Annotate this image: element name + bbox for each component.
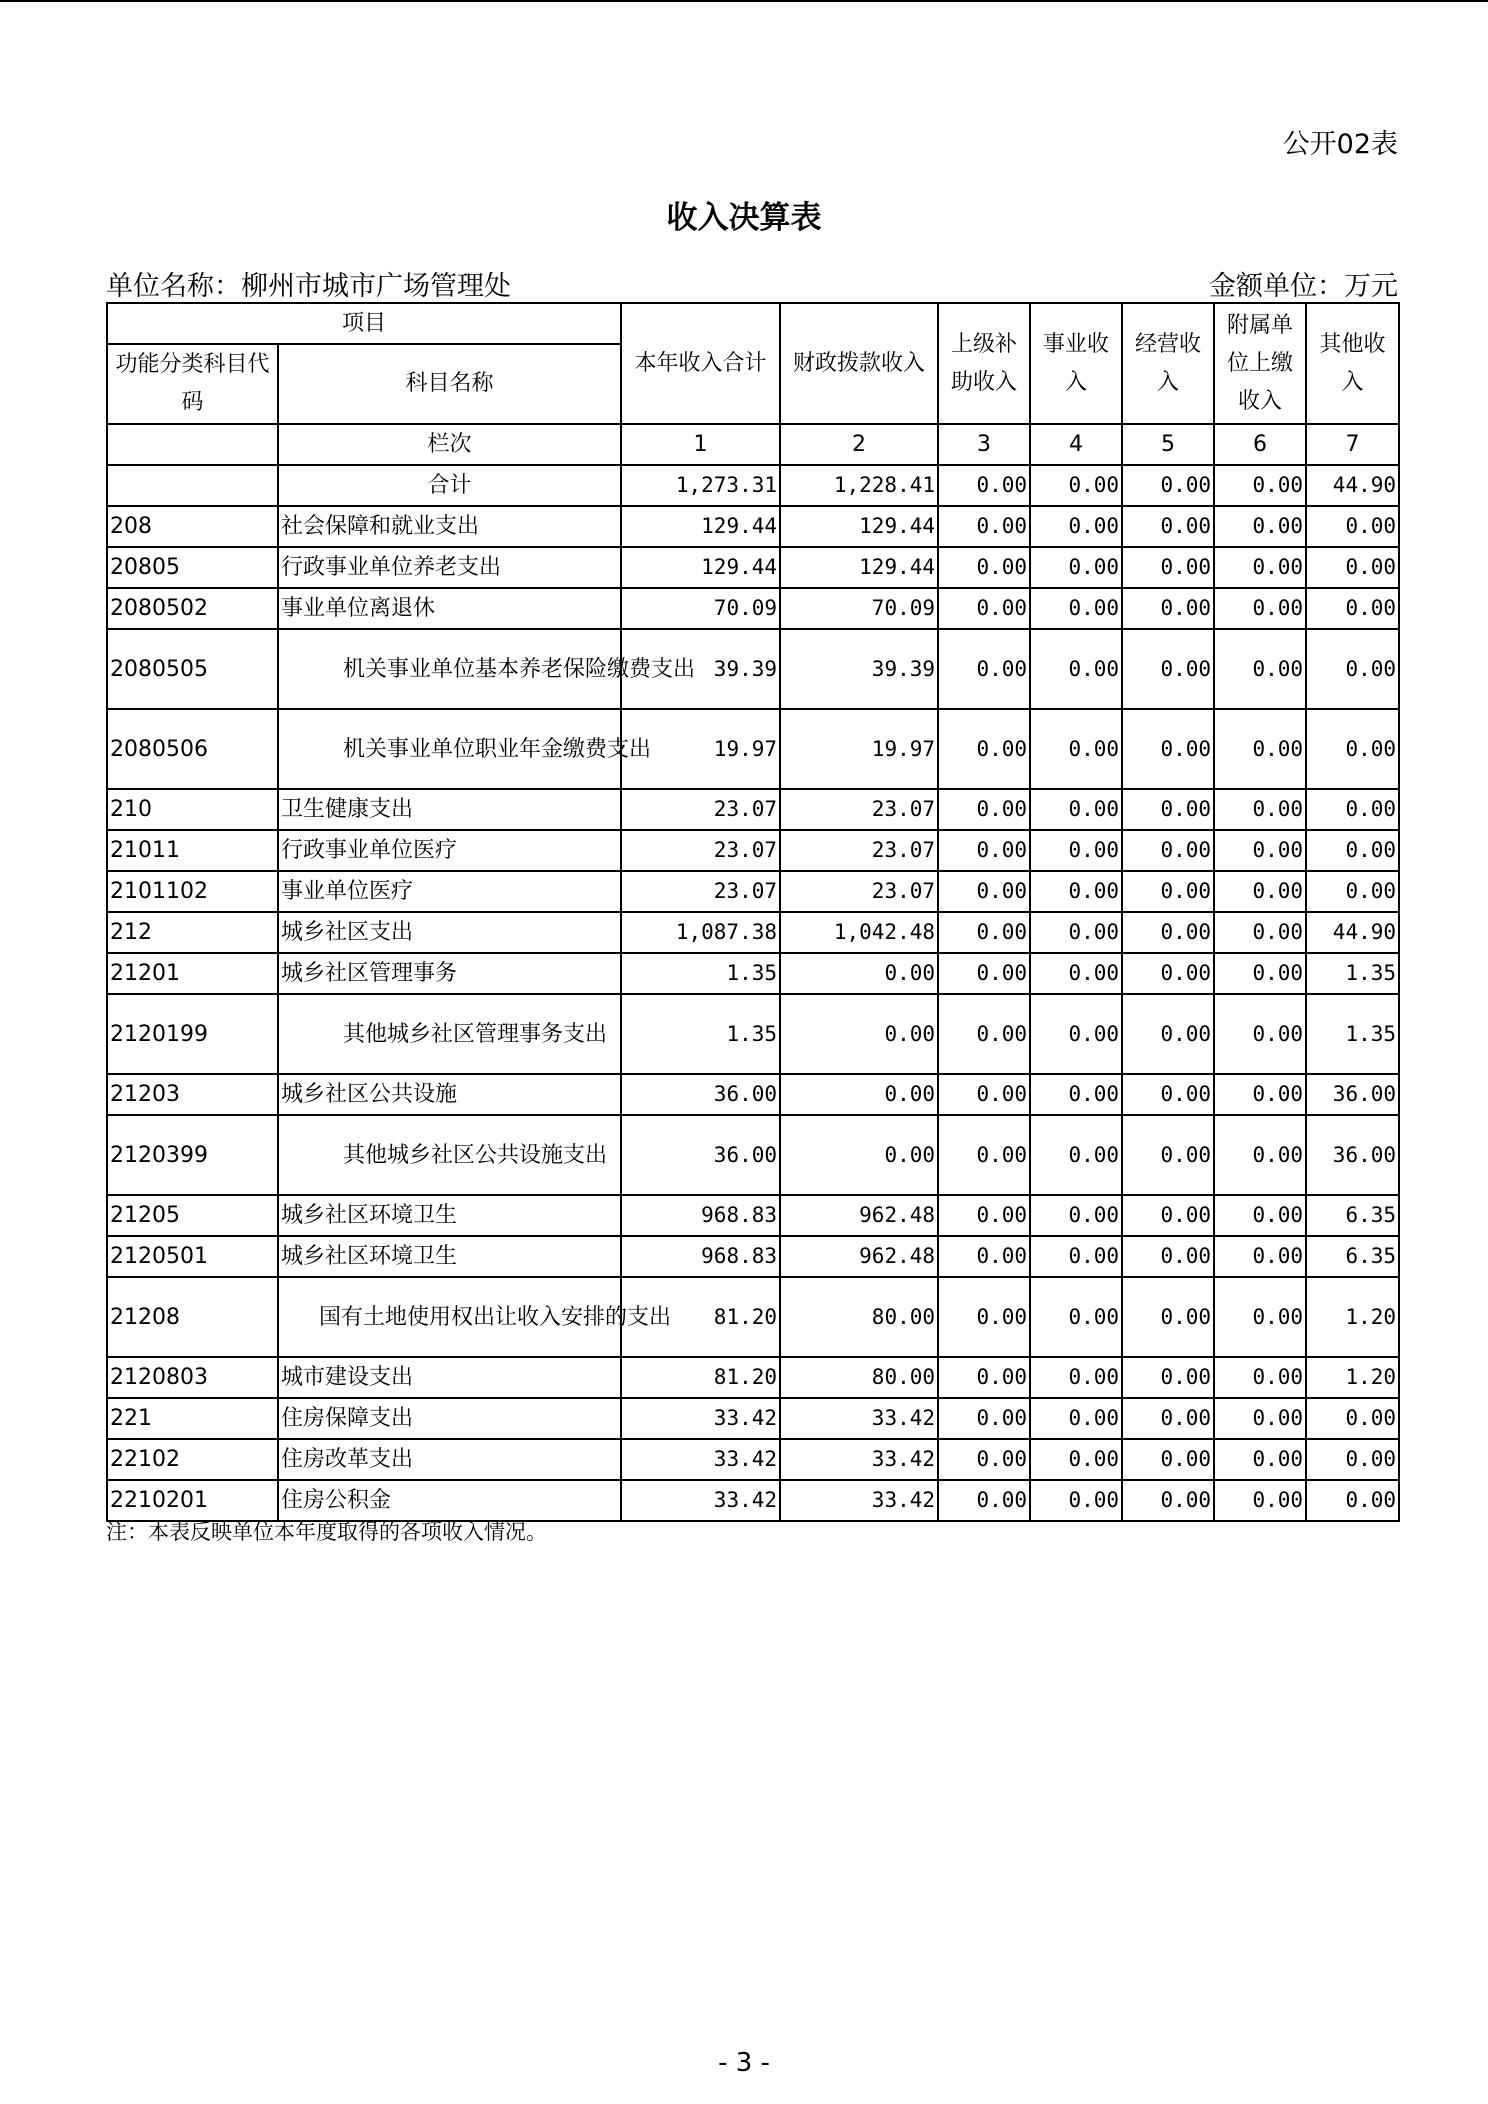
amount-cell: 0.00: [1306, 629, 1399, 709]
table-row: [107, 1357, 1399, 1398]
page-number: - 3 -: [718, 2048, 770, 2078]
table-row: [107, 830, 1399, 871]
amount-cell: 23.07: [621, 830, 780, 871]
subject-code: 2120199: [107, 994, 278, 1074]
subject-code: 2120501: [107, 1236, 278, 1277]
table-row: [107, 1195, 1399, 1236]
table-row: [107, 1277, 1399, 1357]
amount-cell: 0.00: [1214, 1480, 1306, 1521]
amount-cell: 968.83: [621, 1195, 780, 1236]
amount-cell: 0.00: [938, 953, 1030, 994]
amount-cell: 33.42: [780, 1398, 938, 1439]
amount-cell: 0.00: [1122, 830, 1214, 871]
amount-cell: 0.00: [1122, 1277, 1214, 1357]
table-row: [107, 912, 1399, 953]
subject-code: 2120803: [107, 1357, 278, 1398]
amount-cell: 81.20: [621, 1357, 780, 1398]
total-value: 0.00: [1214, 465, 1306, 506]
amount-cell: 0.00: [938, 709, 1030, 789]
subject-name-text: 其他城乡社区管理事务支出: [343, 1021, 608, 1047]
amount-cell: 962.48: [780, 1236, 938, 1277]
subject-name: 事业单位医疗: [278, 871, 621, 912]
amount-cell: 0.00: [938, 1357, 1030, 1398]
amount-cell: 0.00: [938, 1480, 1030, 1521]
amount-cell: 0.00: [1030, 547, 1122, 588]
amount-cell: 1.35: [621, 994, 780, 1074]
subject-code: 210: [107, 789, 278, 830]
amount-cell: 23.07: [621, 789, 780, 830]
amount-cell: 0.00: [1030, 1398, 1122, 1439]
subject-code: 212: [107, 912, 278, 953]
index-num: 2: [780, 424, 938, 465]
amount-cell: 6.35: [1306, 1195, 1399, 1236]
amount-cell: 0.00: [938, 871, 1030, 912]
subject-name: 行政事业单位养老支出: [278, 547, 621, 588]
subject-name: 城市建设支出: [278, 1357, 621, 1398]
amount-cell: 0.00: [938, 912, 1030, 953]
amount-cell: 1.35: [1306, 994, 1399, 1074]
header-col-affiliated: 附属单位上缴收入: [1214, 303, 1306, 424]
index-num: 1: [621, 424, 780, 465]
amount-cell: 0.00: [1122, 709, 1214, 789]
total-value: 1,273.31: [621, 465, 780, 506]
amount-cell: 0.00: [1214, 871, 1306, 912]
subject-code: 21205: [107, 1195, 278, 1236]
total-value: 44.90: [1306, 465, 1399, 506]
amount-cell: 0.00: [1306, 871, 1399, 912]
subject-code: 21203: [107, 1074, 278, 1115]
amount-cell: 36.00: [1306, 1074, 1399, 1115]
amount-cell: 0.00: [780, 1115, 938, 1195]
amount-cell: 0.00: [1214, 953, 1306, 994]
table-row: [107, 1115, 1399, 1195]
subject-name: 事业单位离退休: [278, 588, 621, 629]
amount-cell: 0.00: [1214, 1115, 1306, 1195]
subject-name: 城乡社区管理事务: [278, 953, 621, 994]
index-num: 4: [1030, 424, 1122, 465]
amount-cell: 0.00: [1214, 1357, 1306, 1398]
amount-cell: 0.00: [1030, 1074, 1122, 1115]
table-note: 注：本表反映单位本年度取得的各项收入情况。: [106, 1520, 547, 1544]
amount-cell: 0.00: [1214, 547, 1306, 588]
table-row: [107, 709, 1399, 789]
amount-cell: 0.00: [1122, 588, 1214, 629]
subject-name-text: 机关事业单位职业年金缴费支出: [343, 736, 652, 762]
amount-cell: 0.00: [1306, 1439, 1399, 1480]
amount-cell: 33.42: [780, 1439, 938, 1480]
amount-cell: 0.00: [938, 830, 1030, 871]
amount-cell: 80.00: [780, 1277, 938, 1357]
amount-cell: 0.00: [1030, 1480, 1122, 1521]
amount-cell: 0.00: [938, 994, 1030, 1074]
total-value: 0.00: [1030, 465, 1122, 506]
amount-cell: 70.09: [780, 588, 938, 629]
amount-cell: 0.00: [1030, 830, 1122, 871]
index-num: 7: [1306, 424, 1399, 465]
amount-cell: 23.07: [621, 871, 780, 912]
subject-code: 2120399: [107, 1115, 278, 1195]
amount-cell: 0.00: [1122, 1115, 1214, 1195]
amount-cell: 0.00: [938, 1277, 1030, 1357]
index-blank: [107, 424, 278, 465]
income-table: [106, 302, 1400, 1522]
table-row: [107, 506, 1399, 547]
amount-cell: 0.00: [1122, 1480, 1214, 1521]
page-title: 收入决算表: [666, 200, 822, 236]
subject-code: 2210201: [107, 1480, 278, 1521]
amount-cell: 36.00: [621, 1074, 780, 1115]
index-label: 栏次: [278, 424, 621, 465]
amount-cell: 1.35: [1306, 953, 1399, 994]
amount-cell: 0.00: [1306, 1480, 1399, 1521]
subject-name: [278, 709, 652, 789]
subject-code: 221: [107, 1398, 278, 1439]
amount-cell: 39.39: [621, 629, 780, 709]
amount-cell: 0.00: [1214, 994, 1306, 1074]
table-row: [107, 1074, 1399, 1115]
total-value: 0.00: [1122, 465, 1214, 506]
subject-code: 2080506: [107, 709, 278, 789]
amount-cell: 0.00: [780, 994, 938, 1074]
amount-cell: 0.00: [1030, 789, 1122, 830]
amount-cell: 0.00: [1122, 871, 1214, 912]
amount-cell: 962.48: [780, 1195, 938, 1236]
header-col-superior: 上级补助收入: [938, 303, 1030, 424]
amount-cell: 33.42: [621, 1480, 780, 1521]
amount-cell: 0.00: [1122, 912, 1214, 953]
amount-cell: 23.07: [780, 871, 938, 912]
amount-cell: 0.00: [1306, 588, 1399, 629]
subject-code: 22102: [107, 1439, 278, 1480]
amount-cell: 0.00: [938, 547, 1030, 588]
table-row: [107, 1480, 1399, 1521]
amount-cell: 36.00: [621, 1115, 780, 1195]
amount-cell: 0.00: [1030, 912, 1122, 953]
amount-cell: 0.00: [1122, 506, 1214, 547]
header-col-total: 本年收入合计: [621, 303, 780, 424]
amount-cell: 0.00: [1030, 1439, 1122, 1480]
amount-cell: 0.00: [938, 1439, 1030, 1480]
table-row: [107, 588, 1399, 629]
table-row: [107, 1439, 1399, 1480]
subject-code: 2101102: [107, 871, 278, 912]
form-code: 公开02表: [1282, 129, 1398, 160]
subject-code: 208: [107, 506, 278, 547]
amount-cell: 968.83: [621, 1236, 780, 1277]
amount-cell: 0.00: [1306, 547, 1399, 588]
amount-cell: 0.00: [1030, 709, 1122, 789]
amount-cell: 0.00: [938, 789, 1030, 830]
amount-cell: 0.00: [1030, 1195, 1122, 1236]
subject-name: [278, 1115, 621, 1195]
amount-cell: 0.00: [1030, 629, 1122, 709]
amount-cell: 0.00: [1214, 912, 1306, 953]
amount-cell: 0.00: [1306, 506, 1399, 547]
amount-cell: 0.00: [1306, 789, 1399, 830]
amount-cell: 70.09: [621, 588, 780, 629]
table-row: [107, 629, 1399, 709]
subject-name-text: 机关事业单位基本养老保险缴费支出: [343, 656, 696, 682]
amount-cell: 81.20: [621, 1277, 780, 1357]
amount-cell: 0.00: [1030, 871, 1122, 912]
subject-name: 城乡社区环境卫生: [278, 1236, 621, 1277]
amount-cell: 0.00: [1122, 1236, 1214, 1277]
amount-cell: 0.00: [1122, 1357, 1214, 1398]
amount-cell: 1.35: [621, 953, 780, 994]
subject-name: 住房保障支出: [278, 1398, 621, 1439]
amount-cell: 129.44: [780, 506, 938, 547]
page-top-border: [0, 0, 1488, 2]
table-row: [107, 994, 1399, 1074]
subject-name: 城乡社区支出: [278, 912, 621, 953]
amount-cell: 33.42: [621, 1439, 780, 1480]
amount-cell: 6.35: [1306, 1236, 1399, 1277]
amount-cell: 0.00: [1122, 953, 1214, 994]
amount-cell: 39.39: [780, 629, 938, 709]
amount-cell: 0.00: [1030, 1236, 1122, 1277]
amount-cell: 0.00: [938, 1115, 1030, 1195]
amount-cell: 23.07: [780, 830, 938, 871]
amount-cell: 0.00: [1030, 994, 1122, 1074]
amount-cell: 0.00: [1122, 1398, 1214, 1439]
total-row: [107, 465, 1399, 506]
total-label: 合计: [278, 465, 621, 506]
amount-cell: 0.00: [1214, 1195, 1306, 1236]
amount-cell: 0.00: [1214, 789, 1306, 830]
amount-cell: 0.00: [938, 1074, 1030, 1115]
amount-cell: 0.00: [938, 1398, 1030, 1439]
header-col-other: 其他收入: [1306, 303, 1399, 424]
amount-cell: 44.90: [1306, 912, 1399, 953]
amount-cell: 0.00: [1214, 1236, 1306, 1277]
index-num: 3: [938, 424, 1030, 465]
amount-cell: 0.00: [1214, 588, 1306, 629]
amount-cell: 0.00: [780, 1074, 938, 1115]
index-num: 5: [1122, 424, 1214, 465]
amount-cell: 129.44: [621, 547, 780, 588]
amount-cell: 0.00: [1214, 629, 1306, 709]
header-code: 功能分类科目代码: [107, 344, 278, 424]
amount-cell: 0.00: [1214, 830, 1306, 871]
amount-cell: 0.00: [1030, 506, 1122, 547]
subject-name: [278, 1277, 672, 1357]
amount-cell: 0.00: [1214, 1439, 1306, 1480]
subject-name: 住房公积金: [278, 1480, 621, 1521]
amount-cell: 0.00: [1122, 547, 1214, 588]
amount-cell: 0.00: [1306, 709, 1399, 789]
header-project: 项目: [107, 303, 621, 344]
subject-code: 21201: [107, 953, 278, 994]
amount-cell: 0.00: [1030, 588, 1122, 629]
amount-cell: 0.00: [938, 1236, 1030, 1277]
amount-cell: 80.00: [780, 1357, 938, 1398]
amount-unit: 金额单位：万元: [1209, 271, 1398, 302]
subject-name: 城乡社区公共设施: [278, 1074, 621, 1115]
header-name: 科目名称: [278, 344, 621, 424]
amount-cell: 0.00: [1030, 953, 1122, 994]
table-row: [107, 547, 1399, 588]
amount-cell: 1,042.48: [780, 912, 938, 953]
amount-cell: 0.00: [938, 629, 1030, 709]
subject-name: [278, 994, 621, 1074]
unit-name: 单位名称：柳州市城市广场管理处: [106, 271, 511, 302]
total-code: [107, 465, 278, 506]
amount-cell: 19.97: [780, 709, 938, 789]
amount-cell: 19.97: [621, 709, 780, 789]
amount-cell: 1,087.38: [621, 912, 780, 953]
amount-cell: 23.07: [780, 789, 938, 830]
subject-code: 21011: [107, 830, 278, 871]
amount-cell: 1.20: [1306, 1357, 1399, 1398]
amount-cell: 129.44: [621, 506, 780, 547]
amount-cell: 129.44: [780, 547, 938, 588]
subject-code: 2080505: [107, 629, 278, 709]
header-col-operation: 经营收入: [1122, 303, 1214, 424]
amount-cell: 0.00: [1122, 994, 1214, 1074]
header-col-fiscal: 财政拨款收入: [780, 303, 938, 424]
amount-cell: 0.00: [1306, 1398, 1399, 1439]
index-row: [107, 424, 1399, 465]
subject-code: 21208: [107, 1277, 278, 1357]
amount-cell: 33.42: [780, 1480, 938, 1521]
table-row: [107, 953, 1399, 994]
subject-name: 城乡社区环境卫生: [278, 1195, 621, 1236]
amount-cell: 0.00: [938, 1195, 1030, 1236]
amount-cell: 36.00: [1306, 1115, 1399, 1195]
amount-cell: 0.00: [1122, 1439, 1214, 1480]
total-value: 1,228.41: [780, 465, 938, 506]
amount-cell: 0.00: [1214, 1398, 1306, 1439]
amount-cell: 0.00: [1122, 1195, 1214, 1236]
subject-code: 20805: [107, 547, 278, 588]
subject-name: 卫生健康支出: [278, 789, 621, 830]
total-value: 0.00: [938, 465, 1030, 506]
amount-cell: 0.00: [1306, 830, 1399, 871]
amount-cell: 0.00: [1214, 1277, 1306, 1357]
amount-cell: 0.00: [938, 588, 1030, 629]
subject-name: 社会保障和就业支出: [278, 506, 621, 547]
subject-name: 住房改革支出: [278, 1439, 621, 1480]
amount-cell: 0.00: [1030, 1277, 1122, 1357]
subject-code: 2080502: [107, 588, 278, 629]
subject-name: [278, 629, 696, 709]
header-row: [107, 303, 1399, 344]
table-row: [107, 1398, 1399, 1439]
subject-name-text: 其他城乡社区公共设施支出: [343, 1142, 608, 1168]
amount-cell: 0.00: [1214, 709, 1306, 789]
amount-cell: 0.00: [780, 953, 938, 994]
amount-cell: 0.00: [1030, 1357, 1122, 1398]
table-row: [107, 871, 1399, 912]
header-col-business: 事业收入: [1030, 303, 1122, 424]
index-num: 6: [1214, 424, 1306, 465]
amount-cell: 0.00: [1122, 629, 1214, 709]
amount-cell: 0.00: [1214, 506, 1306, 547]
amount-cell: 0.00: [1030, 1115, 1122, 1195]
subject-name: 行政事业单位医疗: [278, 830, 621, 871]
amount-cell: 0.00: [1122, 789, 1214, 830]
table-row: [107, 789, 1399, 830]
amount-cell: 33.42: [621, 1398, 780, 1439]
amount-cell: 0.00: [1122, 1074, 1214, 1115]
table-row: [107, 1236, 1399, 1277]
amount-cell: 0.00: [1214, 1074, 1306, 1115]
amount-cell: 0.00: [938, 506, 1030, 547]
amount-cell: 1.20: [1306, 1277, 1399, 1357]
subject-name-text: 国有土地使用权出让收入安排的支出: [319, 1304, 672, 1330]
